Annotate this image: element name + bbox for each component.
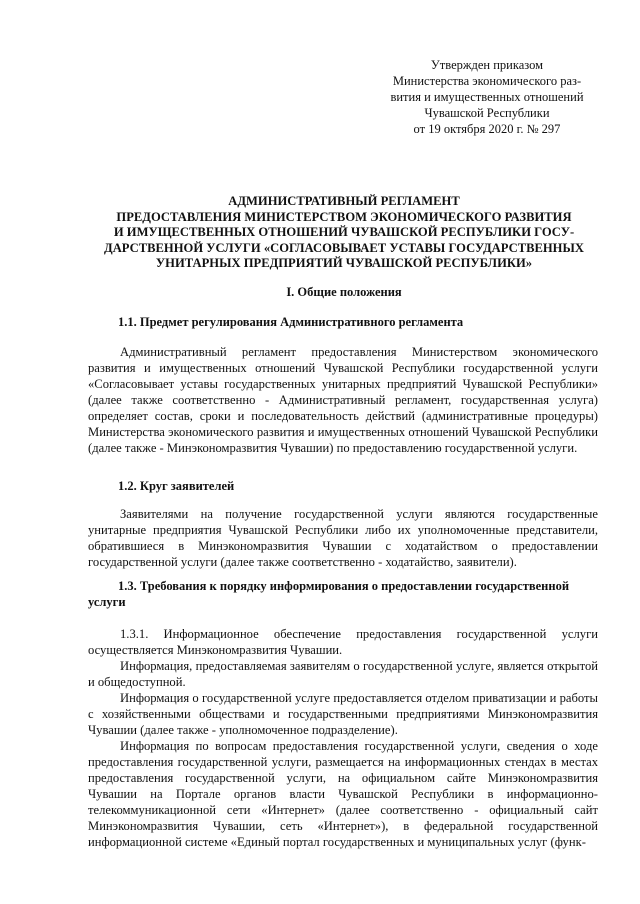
paragraph-1-3-1: 1.3.1. Информационное обеспечение предоставления государственной услуги осуществляется Минэкономразвития Чувашии. (88, 627, 598, 657)
approval-line: от 19 октября 2020 г. № 297 (413, 122, 561, 136)
paragraph-1-2: Заявителями на получение государственной услуги являются государственные унитарные предприятия Чувашской Республики либо их уполномоченные представители, обратившиеся в Минэкономразвития Чувашии с ходатайством о предоставлении государственной услуги (далее также соответственно - ходатайство, заявители). (88, 507, 598, 569)
approval-stamp (372, 57, 602, 137)
title-line: ДАРСТВЕННОЙ УСЛУГИ «СОГЛАСОВЫВАЕТ УСТАВЫ ГОСУДАРСТВЕННЫХ (104, 240, 584, 255)
paragraph-1-3-4: Информация по вопросам предоставления государственной услуги, сведения о ходе предоставления государственной услуги, размещается на информационных стендах в местах предоставления государственной услуги, на официальном сайте Минэкономразвития Чувашии на Портале органов власти Чувашской Республики в информационно-телекоммуникационной сети «Интернет» (далее соответственно - официальный сайт Минэкономразвития Чувашии, сеть «Интернет»), в федеральной государственной информационной системе «Единый портал государственных и муниципальных услуг (функ- (88, 739, 598, 849)
title-line: ПРЕДОСТАВЛЕНИЯ МИНИСТЕРСТВОМ ЭКОНОМИЧЕСКОГО РАЗВИТИЯ (116, 209, 572, 224)
section-heading: I. Общие положения (286, 285, 402, 299)
title-line: УНИТАРНЫХ ПРЕДПРИЯТИЙ ЧУВАШСКОЙ РЕСПУБЛИКИ» (155, 256, 533, 271)
approval-line: Чувашской Республики (424, 106, 550, 120)
document-title (88, 194, 600, 272)
subsection-heading-1-2: 1.2. Круг заявителей (118, 479, 235, 493)
title-line: АДМИНИСТРАТИВНЫЙ РЕГЛАМЕНТ (228, 194, 460, 208)
paragraph-1-3-3: Информация о государственной услуге предоставляется отделом приватизации и работы с хозяйственными обществами и государственными предприятиями Минэкономразвития Чувашии (далее также - уполномоченное подразделение). (88, 691, 598, 737)
approval-line: вития и имущественных отношений (390, 90, 584, 104)
paragraph-1-1: Административный регламент предоставления Министерством экономического развития и имущественных отношений Чувашской Республики государственной услуги «Согласовывает уставы государственных унитарных предприятий Чувашской Республики» (далее также соответственно - Административный регламент, государственная услуга) определяет состав, сроки и последовательность действий (административные процедуры) Министерства экономического развития и имущественных отношений Чувашской Республики (далее также - Минэкономразвития Чувашии) по предоставлению государственной услуги. (88, 345, 598, 455)
paragraph-1-3-2: Информация, предоставляемая заявителям о государственной услуге, является открытой и общедоступной. (88, 659, 598, 689)
subsection-heading-1-1: 1.1. Предмет регулирования Административного регламента (118, 315, 464, 329)
title-line: И ИМУЩЕСТВЕННЫХ ОТНОШЕНИЙ ЧУВАШСКОЙ РЕСПУБЛИКИ ГОСУ- (113, 225, 575, 240)
approval-line: Министерства экономического раз- (392, 74, 582, 88)
approval-line: Утвержден приказом (430, 58, 544, 72)
subsection-heading-1-3: 1.3. Требования к порядку информирования о предоставлении государственной услуги (88, 579, 570, 609)
